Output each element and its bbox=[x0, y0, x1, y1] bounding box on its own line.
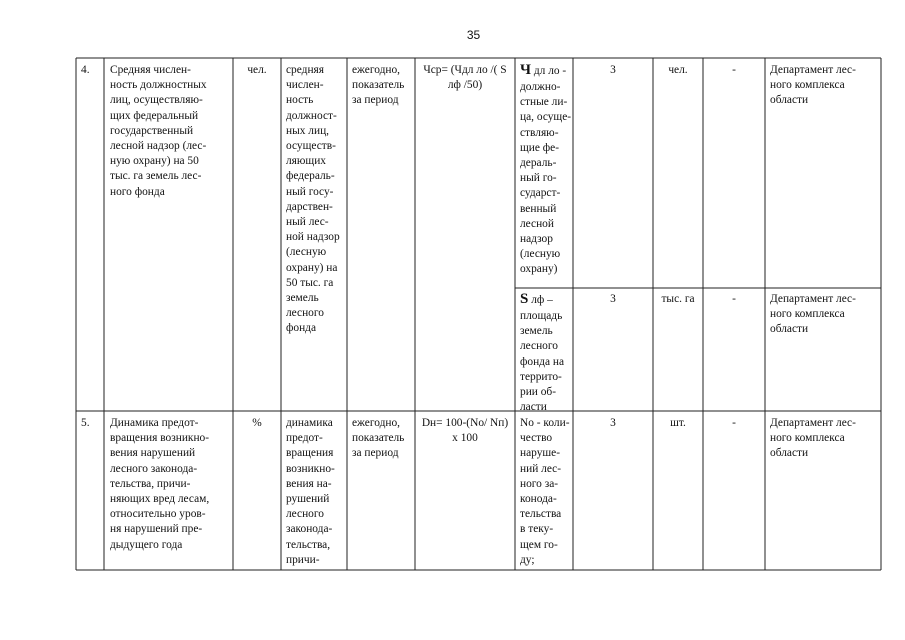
component-s-extra: - bbox=[732, 293, 736, 305]
row-4-definition: средняя числен- ность должност- ных лиц, осуществ- ляющих федераль- ный госу- дарствен- ный лес- ной надзор (лесную охрану) на 50 тыс. га земель лесного фонда bbox=[286, 64, 340, 335]
row-5-definition: динамика предот- вращения возникно- вения на- рушений лесного законода- тельства, причи- bbox=[286, 417, 335, 566]
component-ch-code: 3 bbox=[610, 64, 616, 76]
component-ch-responsible: Департамент лес- ного комплекса области bbox=[770, 64, 856, 107]
component-ch-description-body: должно- стные ли- ца, осуще- ствляю- щие фе- дераль- ный го- сударст- венный лесной надзор (лесную охрану) bbox=[520, 81, 572, 276]
component-s-description: S лф – bbox=[520, 291, 553, 307]
component-ch-symbol: Ч bbox=[520, 62, 532, 78]
component-no-unit: шт. bbox=[670, 417, 686, 429]
row-4-formula: Чср= (Чдл ло /( S лф /50) bbox=[423, 64, 507, 92]
component-ch-unit: чел. bbox=[668, 64, 688, 76]
row-5-formula: Dн= 100-(Nо/ Nп) х 100 bbox=[421, 417, 509, 445]
component-s-symbol: S bbox=[520, 291, 529, 307]
row-5-indicator: Динамика предот- вращения возникно- вения нарушений лесного законода- тельства, причи- няющих вред лесам, относительно уров- ня нарушений пре- дыдущего года bbox=[110, 417, 210, 551]
component-ch-extra: - bbox=[732, 64, 736, 76]
component-no-responsible: Департамент лес- ного комплекса области bbox=[770, 417, 856, 460]
row-5-periodicity: ежегодно, показатель за период bbox=[352, 417, 405, 460]
component-no-description: Nо - коли- чество наруше- ний лес- ного за- конода- тельства в теку- щем го- ду; bbox=[520, 417, 570, 566]
component-no-code: 3 bbox=[610, 417, 616, 429]
component-s-responsible: Департамент лес- ного комплекса области bbox=[770, 293, 856, 336]
row-5-number: 5. bbox=[81, 417, 90, 429]
row-4-unit: чел. bbox=[247, 64, 267, 76]
component-ch-description: Ч дл ло - bbox=[520, 62, 567, 78]
row-4-periodicity: ежегодно, показатель за период bbox=[352, 64, 405, 107]
row-5-unit: % bbox=[252, 417, 262, 429]
page-number: 35 bbox=[466, 28, 481, 42]
component-s-code: 3 bbox=[610, 293, 616, 305]
row-4-indicator: Средняя числен- ность должностных лиц, осуществляю- щих федеральный государственный лесной надзор (лес- ную охрану) на 50 тыс. га земель лес- ного фонда bbox=[110, 64, 207, 198]
component-s-description-body: площадь земель лесного фонда на террито- рии об- ласти bbox=[520, 310, 565, 414]
row-4-number: 4. bbox=[81, 64, 90, 76]
component-s-unit: тыс. га bbox=[661, 293, 695, 305]
component-no-extra: - bbox=[732, 417, 736, 429]
